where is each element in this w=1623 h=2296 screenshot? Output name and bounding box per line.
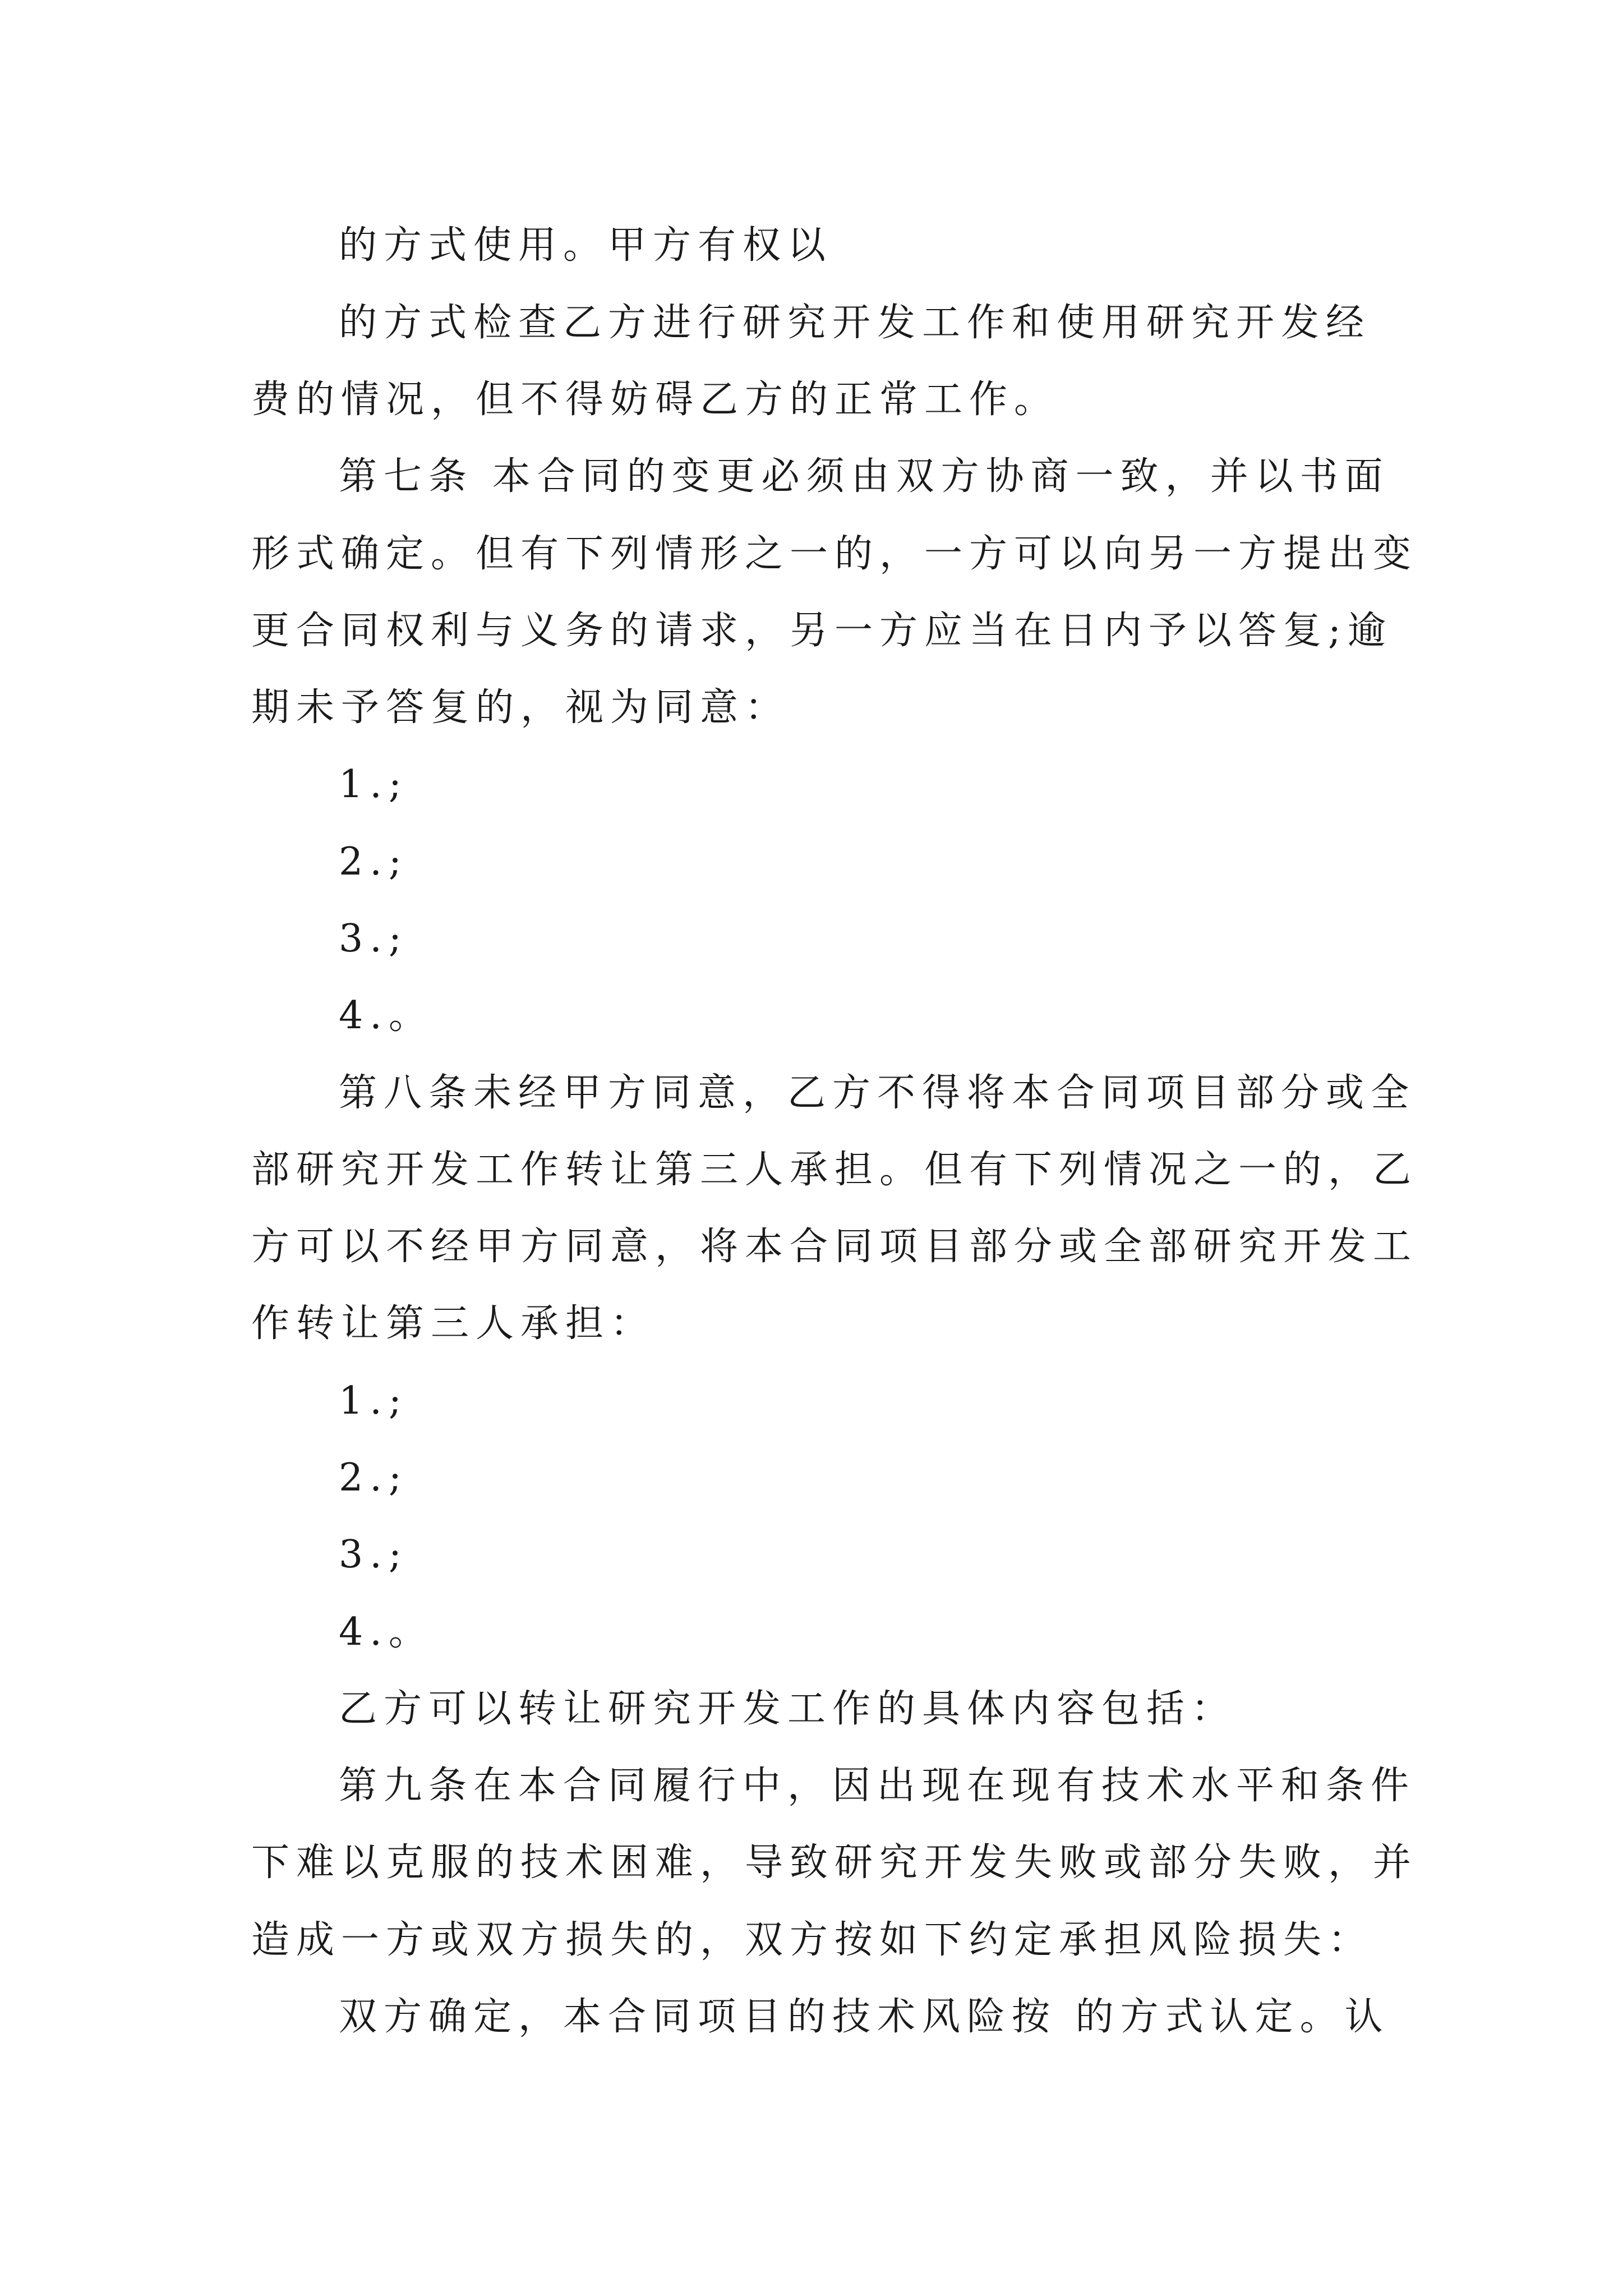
text-line: 造成一方或双方损失的，双方按如下约定承担风险损失： [251,1918,1373,1962]
text-line: 下难以克服的技术困难，导致研究开发失败或部分失败，并 [251,1841,1418,1885]
list-item: 2.; [339,840,408,884]
text-line: 更合同权利与义务的请求，另一方应当在日内予以答复;逾 [251,609,1393,653]
text-line: 作转让第三人承担： [251,1301,656,1346]
text-line: 第七条 本合同的变更必须由双方协商一致，并以书面 [339,454,1390,499]
text-line: 的方式检查乙方进行研究开发工作和使用研究开发经 [339,301,1371,345]
text-line: 第八条未经甲方同意，乙方不得将本合同项目部分或全 [339,1071,1416,1115]
text-line: 费的情况，但不得妨碍乙方的正常工作。 [251,378,1059,422]
text-line: 乙方可以转让研究开发工作的具体内容包括： [339,1687,1237,1731]
list-item: 1.; [339,762,408,807]
text-line: 期未予答复的，视为同意： [251,685,790,730]
text-line: 方可以不经甲方同意，将本合同项目部分或全部研究开发工 [251,1225,1418,1269]
text-line: 的方式使用。甲方有权以 [339,223,833,268]
list-item: 4.。 [339,993,434,1038]
list-item: 3.; [339,1533,408,1577]
list-item: 3.; [339,917,408,961]
text-line: 双方确定，本合同项目的技术风险按 的方式认定。认 [339,1995,1390,2039]
text-line: 部研究开发工作转让第三人承担。但有下列情况之一的，乙 [251,1148,1418,1192]
list-item: 2.; [339,1456,408,1500]
text-line: 第九条在本合同履行中，因出现在现有技术水平和条件 [339,1764,1416,1808]
text-line: 形式确定。但有下列情形之一的，一方可以向另一方提出变 [251,532,1418,576]
list-item: 4.。 [339,1610,434,1654]
list-item: 1.; [339,1379,408,1423]
